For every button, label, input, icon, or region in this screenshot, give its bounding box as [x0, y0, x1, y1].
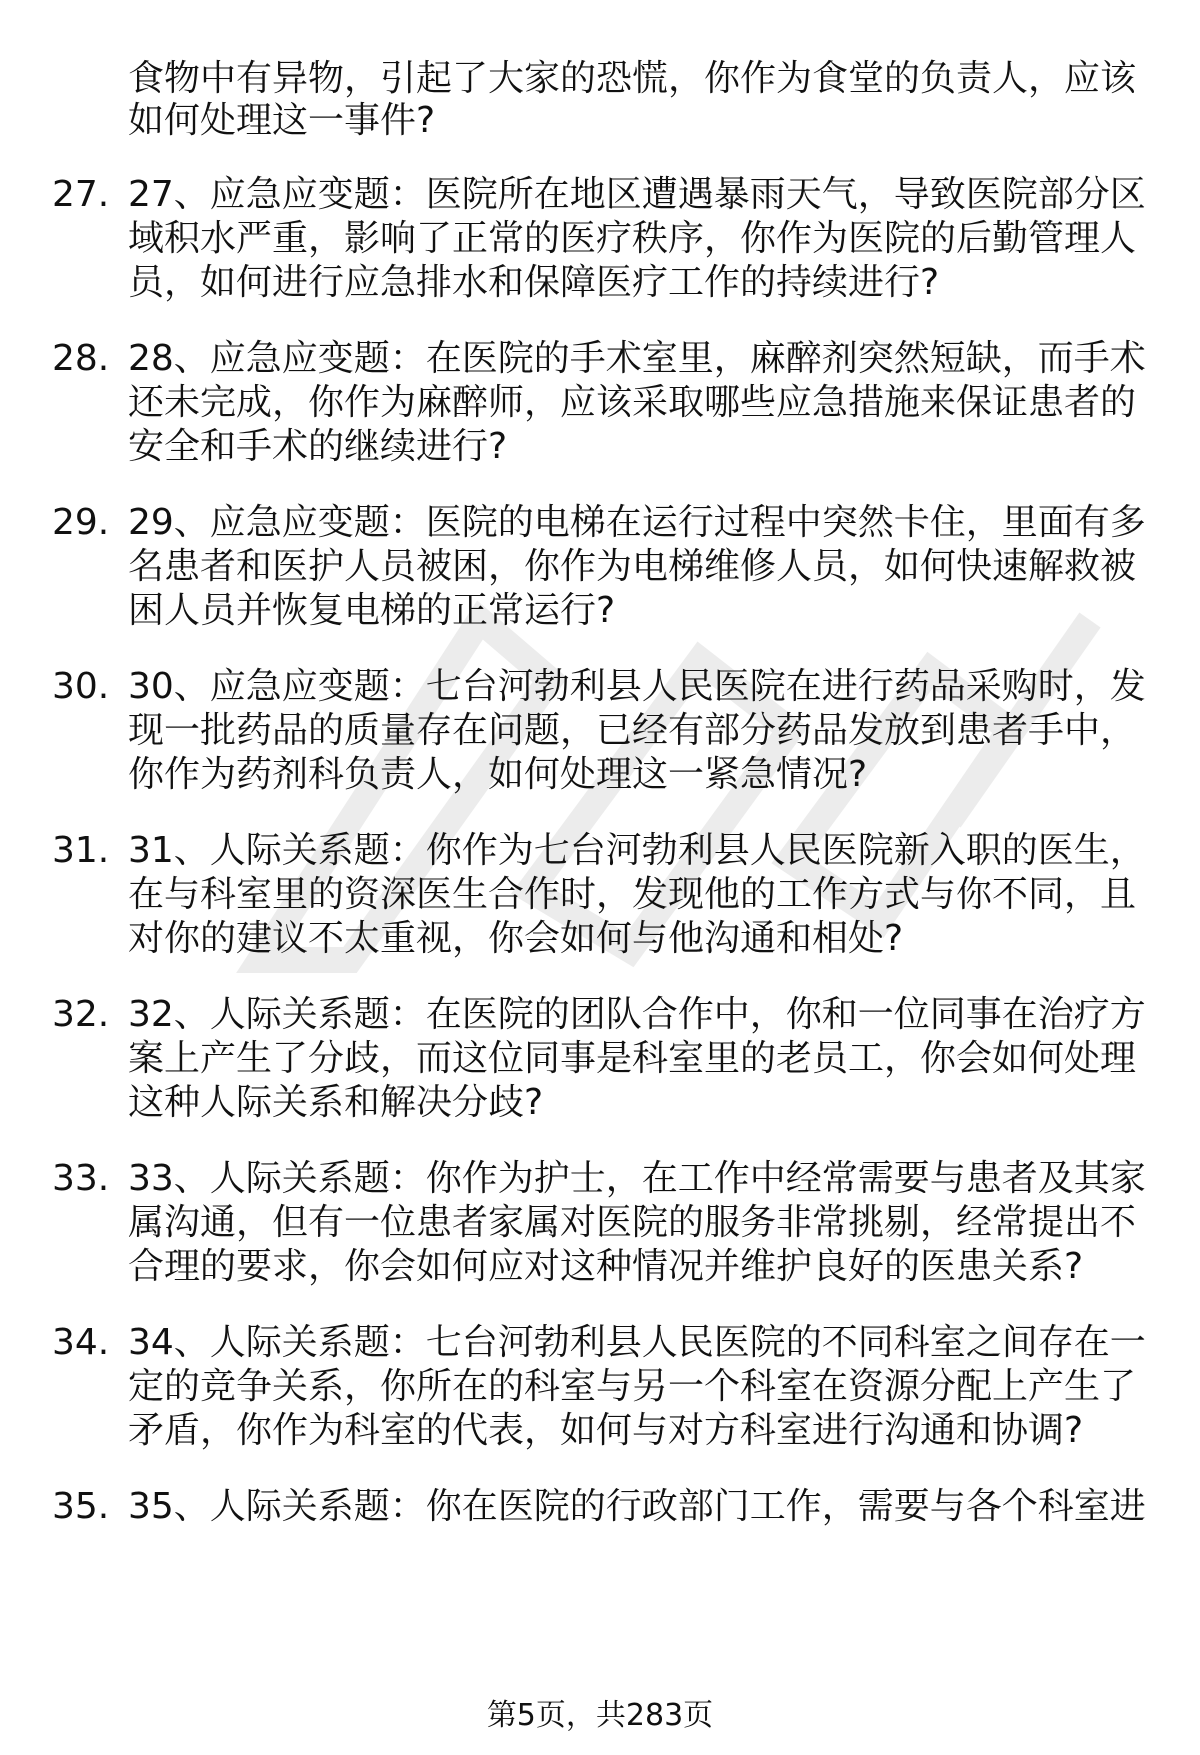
text-line: 属沟通，但有一位患者家属对医院的服务非常挑剔，经常提出不	[128, 1202, 1137, 1243]
text-line: 案上产生了分歧，而这位同事是科室里的老员工，你会如何处理	[128, 1038, 1137, 1079]
text-line: 安全和手术的继续进行?	[128, 426, 508, 467]
list-number: 35.	[52, 1486, 110, 1527]
text-line: 域积水严重，影响了正常的医疗秩序，你作为医院的后勤管理人	[128, 218, 1137, 259]
text-line: 食物中有异物，引起了大家的恐慌，你作为食堂的负责人，应该	[128, 58, 1137, 99]
text-line: 35、人际关系题：你在医院的行政部门工作，需要与各个科室进	[128, 1486, 1146, 1527]
text-line: 33、人际关系题：你作为护士，在工作中经常需要与患者及其家	[128, 1158, 1146, 1199]
list-number: 33.	[52, 1158, 110, 1199]
text-line: 还未完成，你作为麻醉师，应该采取哪些应急措施来保证患者的	[128, 382, 1137, 423]
list-number: 28.	[52, 338, 110, 379]
text-line: 如何处理这一事件?	[128, 100, 436, 141]
text-line: 34、人际关系题：七台河勃利县人民医院的不同科室之间存在一	[128, 1322, 1146, 1363]
text-line: 对你的建议不太重视，你会如何与他沟通和相处?	[128, 918, 904, 959]
text-line: 32、人际关系题：在医院的团队合作中，你和一位同事在治疗方	[128, 994, 1146, 1035]
list-number: 27.	[52, 174, 110, 215]
text-line: 名患者和医护人员被困，你作为电梯维修人员，如何快速解救被	[128, 546, 1137, 587]
list-number: 29.	[52, 502, 110, 543]
list-number: 34.	[52, 1322, 110, 1363]
text-line: 矛盾，你作为科室的代表，如何与对方科室进行沟通和协调?	[128, 1410, 1084, 1451]
text-line: 27、应急应变题：医院所在地区遭遇暴雨天气，导致医院部分区	[128, 174, 1146, 215]
text-line: 31、人际关系题：你作为七台河勃利县人民医院新入职的医生，	[128, 830, 1146, 871]
text-line: 合理的要求，你会如何应对这种情况并维护良好的医患关系?	[128, 1246, 1084, 1287]
list-number: 32.	[52, 994, 110, 1035]
text-line: 困人员并恢复电梯的正常运行?	[128, 590, 616, 631]
text-line: 员，如何进行应急排水和保障医疗工作的持续进行?	[128, 262, 940, 303]
text-line: 30、应急应变题：七台河勃利县人民医院在进行药品采购时，发	[128, 666, 1146, 707]
text-line: 定的竞争关系，你所在的科室与另一个科室在资源分配上产生了	[128, 1366, 1137, 1407]
text-line: 现一批药品的质量存在问题，已经有部分药品发放到患者手中，	[128, 710, 1137, 751]
text-line: 29、应急应变题：医院的电梯在运行过程中突然卡住，里面有多	[128, 502, 1146, 543]
text-line: 28、应急应变题：在医院的手术室里，麻醉剂突然短缺，而手术	[128, 338, 1146, 379]
text-line: 这种人际关系和解决分歧?	[128, 1082, 544, 1123]
text-line: 在与科室里的资深医生合作时，发现他的工作方式与你不同，且	[128, 874, 1137, 915]
list-number: 31.	[52, 830, 110, 871]
page-footer: 第5页，共283页	[486, 1698, 714, 1733]
list-number: 30.	[52, 666, 110, 707]
text-line: 你作为药剂科负责人，如何处理这一紧急情况?	[128, 754, 868, 795]
